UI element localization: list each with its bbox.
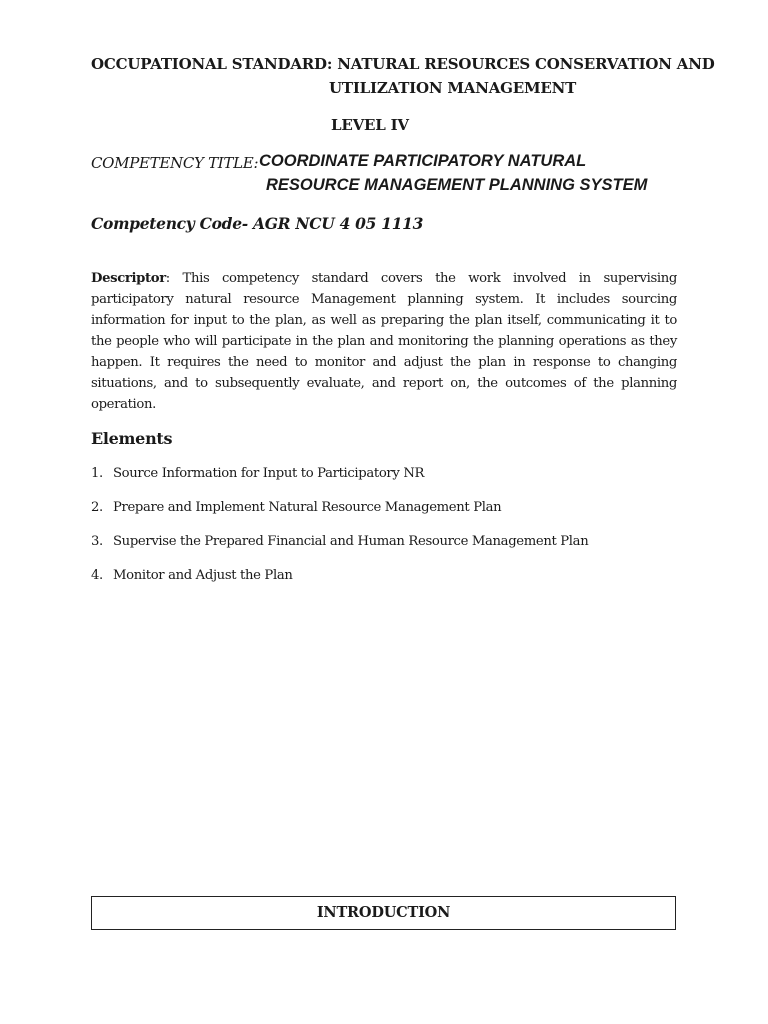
introduction-heading-box [91,896,676,930]
list-item-number: 4. [91,568,103,583]
list-item-text: Prepare and Implement Natural Resource Management Plan [113,500,502,515]
list-item [91,466,588,500]
descriptor-paragraph [91,268,677,415]
list-item-text: Monitor and Adjust the Plan [113,568,293,583]
level-heading: LEVEL IV [331,116,409,134]
descriptor-text: : This competency standard covers the work involved in supervising participatory natural resource Management planning system. It includes sourcing information for input to the plan, as well as preparing the plan itself, communicating it to the people who will participate in the plan and monitoring the planning operations as they happen. It requires the need to monitor and adjust the plan in response to changing situations, and to subsequently evaluate, and report on, the outcomes of the planning operation. [91,271,677,412]
competency-code: Competency Code- AGR NCU 4 05 1113 [91,214,424,233]
competency-title-line-1: COORDINATE PARTICIPATORY NATURAL [259,152,587,170]
list-item [91,500,588,534]
standard-title-line-2: UTILIZATION MANAGEMENT [329,79,577,97]
descriptor-label: Descriptor [91,271,166,286]
list-item-number: 2. [91,500,103,515]
elements-list [91,466,588,602]
competency-title-label: COMPETENCY TITLE: [91,154,259,172]
competency-title-line-2: RESOURCE MANAGEMENT PLANNING SYSTEM [266,176,648,194]
elements-heading: Elements [91,429,173,448]
list-item-number: 3. [91,534,103,549]
list-item [91,534,588,568]
standard-title-line-1: OCCUPATIONAL STANDARD: NATURAL RESOURCES CONSERVATION AND [91,55,715,73]
introduction-heading: INTRODUCTION [316,904,451,921]
list-item [91,568,588,602]
list-item-number: 1. [91,466,103,481]
list-item-text: Source Information for Input to Participatory NR [113,466,425,481]
list-item-text: Supervise the Prepared Financial and Human Resource Management Plan [113,534,589,549]
